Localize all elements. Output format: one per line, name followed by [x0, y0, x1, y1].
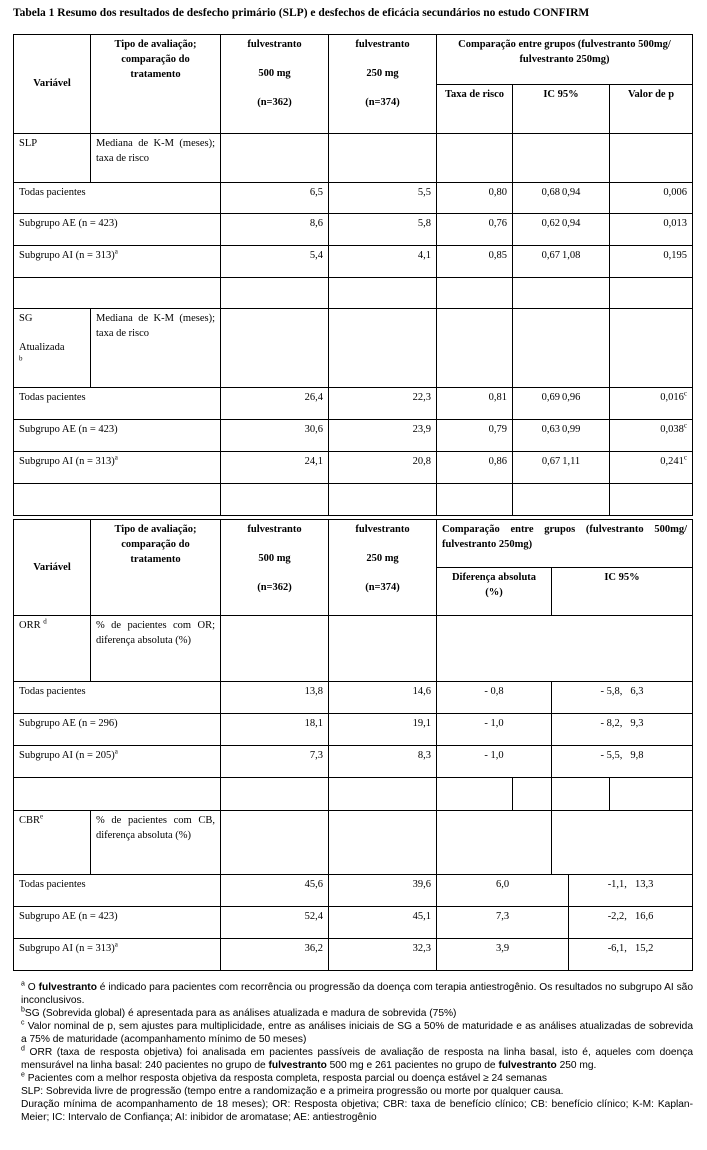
footnote-a: $^a$ O fulvestranto é indicado para pacientes com recorrência ou progressão da doença com terapia antiestrogênio. Os resultados no subgrupo AI são inconclusivos. — [21, 980, 693, 1007]
header-valorp: Valor de p — [610, 85, 693, 134]
absolute-difference: - 1,0 — [437, 714, 552, 746]
hazard-ratio: 0,86 — [437, 452, 513, 484]
slp-desc: Mediana de K-M (meses); taxa de risco — [91, 134, 221, 183]
ci-95: - 8,2, 9,3 — [552, 714, 693, 746]
table-row — [14, 246, 693, 278]
arm2-n: (n=374) — [365, 582, 400, 594]
footnote-d: $^d$ ORR (taxa de resposta objetiva) foi analisada em pacientes passíveis de avaliação de resposta na linha basal, isto é, aqueles com doença mensurável na linha basal: 240 pacientes no grupo de fulvestranto 500 mg e 261 pacientes no grupo de fulvestranto 250 mg. — [21, 1045, 694, 1072]
value-250: 5,5 — [329, 183, 437, 214]
footnote-b: $^b$SG (Sobrevida global) é apresentada para as análises atualizada e madura de sobrevida (75%) — [21, 1006, 457, 1020]
header-diferenca: Diferença absoluta (%) — [437, 568, 552, 616]
row-label: Todas pacientes — [14, 183, 221, 214]
header-tipo: Tipo de avaliação; comparação do tratamento — [91, 35, 221, 134]
value-250: 20,8 — [329, 452, 437, 484]
value-250: 4,1 — [329, 246, 437, 278]
arm1-n: (n=362) — [257, 97, 292, 109]
value-500: 5,4 — [221, 246, 329, 278]
ci-95: 0,67 1,08 — [513, 246, 610, 278]
value-500: 18,1 — [221, 714, 329, 746]
table-title: Tabela 1 Resumo dos resultados de desfecho primário (SLP) e desfechos de eficácia secundários no estudo CONFIRM — [13, 7, 590, 19]
table-row — [14, 388, 693, 420]
header-arm1 — [221, 520, 329, 616]
cbr-desc: % de pacientes com CB, diferença absoluta (%) — [91, 811, 221, 875]
value-500: 45,6 — [221, 875, 329, 907]
value-250: 22,3 — [329, 388, 437, 420]
arm2-dose: 250 mg — [366, 553, 399, 565]
header-ic: IC 95% — [513, 85, 610, 134]
row-label: Subgrupo AE (n = 423) — [14, 214, 221, 246]
arm1-dose: 500 mg — [258, 553, 291, 565]
row-label: Todas pacientes — [14, 682, 221, 714]
row-label: Subgrupo AE (n = 296) — [14, 714, 221, 746]
table-row — [14, 420, 693, 452]
table-row — [14, 214, 693, 246]
orr-desc: % de pacientes com OR; diferença absoluta (%) — [91, 616, 221, 682]
header-variavel: Variável — [14, 520, 91, 616]
header-arm2 — [329, 520, 437, 616]
cbr-label: CBR$^e$ — [14, 811, 91, 875]
absolute-difference: - 0,8 — [437, 682, 552, 714]
ci-95: 0,62 0,94 — [513, 214, 610, 246]
ci-95: -6,1, 15,2 — [569, 939, 693, 971]
absolute-difference: 3,9 — [437, 939, 569, 971]
arm1-name: fulvestranto — [247, 39, 302, 50]
efficacy-table-diff — [13, 519, 693, 971]
value-500: 13,8 — [221, 682, 329, 714]
ci-95: 0,63 0,99 — [513, 420, 610, 452]
value-500: 7,3 — [221, 746, 329, 778]
absolute-difference: 7,3 — [437, 907, 569, 939]
value-500: 52,4 — [221, 907, 329, 939]
row-label: Subgrupo AI (n = 205)$^a$ — [14, 746, 221, 778]
p-value: 0,006 — [610, 183, 693, 214]
value-250: 45,1 — [329, 907, 437, 939]
value-500: 24,1 — [221, 452, 329, 484]
ci-95: 0,68 0,94 — [513, 183, 610, 214]
value-500: 30,6 — [221, 420, 329, 452]
arm1-dose: 500 mg — [258, 68, 291, 80]
sg-desc: Mediana de K-M (meses); taxa de risco — [91, 309, 221, 388]
hazard-ratio: 0,81 — [437, 388, 513, 420]
table-row — [14, 939, 693, 971]
footnote-abbreviations: Duração mínima de acompanhamento de 18 meses); OR: Resposta objetiva; CBR: taxa de benefício clínico; CB: benefício clínico; K-M: Kaplan-Meier; IC: Intervalo de Confiança; AI: inibidor de aromatase; AE: antiestrogênio — [21, 1099, 693, 1124]
arm2-name: fulvestranto — [355, 39, 410, 50]
p-value: 0,013 — [610, 214, 693, 246]
hazard-ratio: 0,79 — [437, 420, 513, 452]
footnote-slp: SLP: Sobrevida livre de progressão (tempo entre a randomização e a primeira progressão ou morte por qualquer causa. — [21, 1086, 564, 1098]
absolute-difference: 6,0 — [437, 875, 569, 907]
header-variavel: Variável — [14, 35, 91, 134]
value-250: 19,1 — [329, 714, 437, 746]
arm2-name: fulvestranto — [355, 524, 410, 535]
value-250: 5,8 — [329, 214, 437, 246]
ci-95: 0,67 1,11 — [513, 452, 610, 484]
value-500: 36,2 — [221, 939, 329, 971]
header-arm1 — [221, 35, 329, 134]
header-comparacao: Comparação entre grupos (fulvestranto 500mg/ fulvestranto 250mg) — [437, 35, 693, 85]
row-label: Subgrupo AI (n = 313)$^a$ — [14, 452, 221, 484]
value-500: 6,5 — [221, 183, 329, 214]
table-row — [14, 907, 693, 939]
efficacy-table-hr — [13, 34, 693, 516]
orr-label: ORR $^d$ — [14, 616, 91, 682]
arm1-name: fulvestranto — [247, 524, 302, 535]
p-value: 0,241$^c$ — [610, 452, 693, 484]
table-row — [14, 682, 693, 714]
hazard-ratio: 0,85 — [437, 246, 513, 278]
value-250: 32,3 — [329, 939, 437, 971]
header-tipo: Tipo de avaliação; comparação do tratamento — [91, 520, 221, 616]
row-label: Todas pacientes — [14, 388, 221, 420]
p-value: 0,195 — [610, 246, 693, 278]
value-250: 39,6 — [329, 875, 437, 907]
header-comparacao: Comparação entre grupos (fulvestranto 500mg/ fulvestranto 250mg) — [437, 520, 693, 568]
row-label: Subgrupo AE (n = 423) — [14, 420, 221, 452]
hazard-ratio: 0,76 — [437, 214, 513, 246]
ci-95: -1,1, 13,3 — [569, 875, 693, 907]
table-row — [14, 714, 693, 746]
value-500: 8,6 — [221, 214, 329, 246]
value-250: 23,9 — [329, 420, 437, 452]
hazard-ratio: 0,80 — [437, 183, 513, 214]
header-taxa: Taxa de risco — [437, 85, 513, 134]
footnote-e: $^e$ Pacientes com a melhor resposta objetiva da resposta completa, resposta parcial ou doença estável ≥ 24 semanas — [21, 1071, 547, 1085]
ci-95: -2,2, 16,6 — [569, 907, 693, 939]
row-label: Subgrupo AE (n = 423) — [14, 907, 221, 939]
p-value: 0,038$^c$ — [610, 420, 693, 452]
table-row — [14, 746, 693, 778]
value-500: 26,4 — [221, 388, 329, 420]
footnote-c: $^c$ Valor nominal de p, sem ajustes para multiplicidade, entre as análises iniciais de SG a 50% de maturidade e as análises atualizadas de sobrevida a 75% de maturidade (acompanhamento mínimo de 50 meses) — [21, 1019, 693, 1046]
header-arm2 — [329, 35, 437, 134]
row-label: Subgrupo AI (n = 313)$^a$ — [14, 246, 221, 278]
slp-label: SLP — [14, 134, 91, 183]
sg-label: SG Atualizada $^b$ — [14, 309, 91, 388]
value-250: 14,6 — [329, 682, 437, 714]
arm2-dose: 250 mg — [366, 68, 399, 80]
ci-95: - 5,5, 9,8 — [552, 746, 693, 778]
table-row — [14, 452, 693, 484]
table-row — [14, 875, 693, 907]
arm2-n: (n=374) — [365, 97, 400, 109]
header-ic: IC 95% — [552, 568, 693, 616]
value-250: 8,3 — [329, 746, 437, 778]
table-row — [14, 183, 693, 214]
p-value: 0,016$^c$ — [610, 388, 693, 420]
ci-95: - 5,8, 6,3 — [552, 682, 693, 714]
row-label: Todas pacientes — [14, 875, 221, 907]
row-label: Subgrupo AI (n = 313)$^a$ — [14, 939, 221, 971]
absolute-difference: - 1,0 — [437, 746, 552, 778]
arm1-n: (n=362) — [257, 582, 292, 594]
ci-95: 0,69 0,96 — [513, 388, 610, 420]
footnotes — [21, 981, 693, 1125]
